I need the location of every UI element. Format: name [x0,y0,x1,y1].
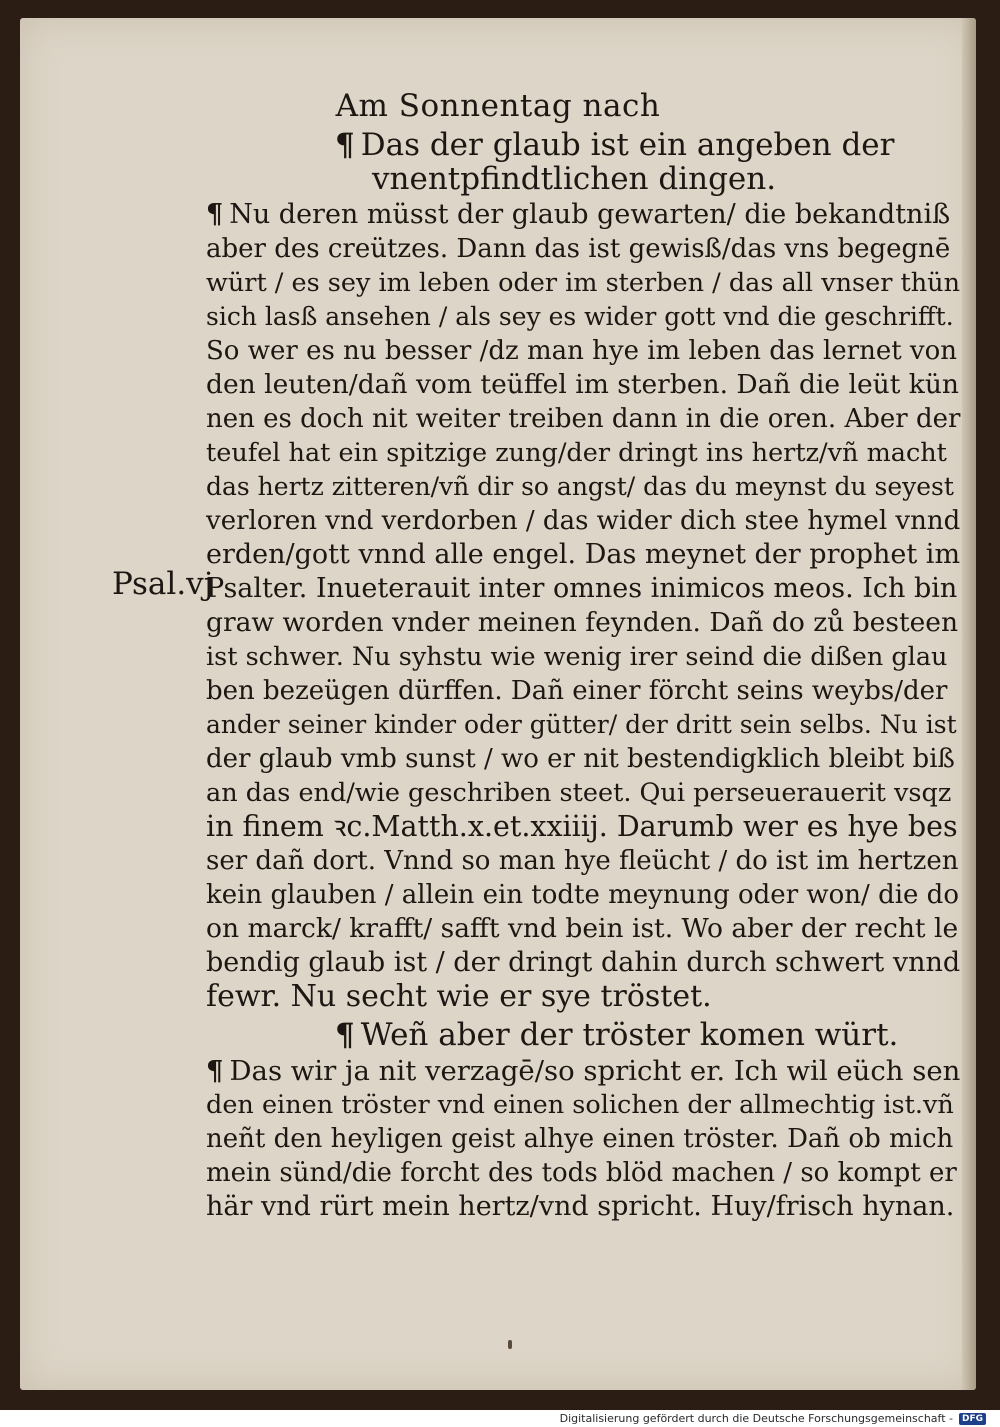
pilcrow-mark: ¶ [335,127,355,163]
body-line-4: sich lasß ansehen / als sey es wider gott vnd die geschrifft. [206,302,954,331]
heading-line-2: vnentpfindtlichen dingen. [372,161,777,197]
body-line-22: on marck/ krafft/ safft vnd bein ist. Wo aber der recht le [206,913,959,944]
body-line-20: ser dañ dort. Vnnd so man hye fleücht / do ist im hertzen [206,846,959,876]
body-line-11: erden/gott vnnd alle engel. Das meynet der prophet im [206,539,961,570]
closing-line-2: den einen tröster vnd einen solichen der allmechtig ist.vñ [206,1090,954,1120]
body-line-7: nen es doch nit weiter treiben dann in die oren. Aber der [206,404,961,434]
subheading-text: Weñ aber der tröster komen würt. [360,1017,899,1053]
heading-line-1 [335,128,894,162]
body-line-8: teufel hat ein spitzige zung/der dringt ins hertz/vñ macht [206,438,947,468]
pilcrow-mark: ¶ [206,199,224,230]
closing-text: Das wir ja nit verzagē/so spricht er. Ich wil eüch sen [229,1055,961,1087]
page-edge [962,18,976,1390]
body-line-24: fewr. Nu secht wie er sye tröstet. [206,979,712,1014]
body-line-16: ander seiner kinder oder gütter/ der dritt sein selbs. Nu ist [206,710,957,739]
dfg-logo-icon: DFG [959,1413,986,1425]
body-line-23: bendig glaub ist / der dringt dahin durch schwert vnnd [206,947,961,978]
body-line-14: ist schwer. Nu syhstu wie wenig irer seind die dißen glau [206,642,948,672]
body-line-19: in finem ꝛc.Matth.x.et.xxiiij. Darumb wer es hye bes [206,810,958,843]
footer-text: Digitalisierung gefördert durch die Deutsche Forschungsgemeinschaft - [559,1412,953,1425]
closing-line-5: här vnd rürt mein hertz/vnd spricht. Huy/frisch hynan. [206,1191,955,1222]
page-header [20,88,976,124]
book-page [20,18,976,1390]
body-line-12: Psalter. Inueterauit inter omnes inimicos meos. Ich bin [206,573,958,604]
closing-line-1 [206,1054,960,1088]
ink-speck [508,1340,512,1349]
body-line-1 [206,198,950,232]
subheading [335,1018,898,1052]
body-line-9: das hertz zitteren/vñ dir so angst/ das du meynst du seyest [206,472,954,501]
body-line-6: den leuten/dañ vom teüffel im sterben. Dañ die leüt kün [206,369,959,400]
closing-line-4: mein sünd/die forcht des tods blöd machen / so kompt er [206,1158,957,1188]
heading-text: Das der glaub ist ein angeben der [360,127,895,163]
body-line-3: würt / es sey im leben oder im sterben / das all vnser thün [206,268,961,298]
margin-note: Psal.vj [112,566,214,602]
pilcrow-mark: ¶ [335,1017,355,1053]
body-line-10: verloren vnd verdorben / das wider dich stee hymel vnnd [206,506,961,536]
closing-line-3: neñt den heyligen geist alhye einen tröster. Dañ ob mich [206,1124,954,1154]
running-title: Am Sonnentag nach [335,88,661,124]
body-line-13: graw worden vnder meinen feynden. Dañ do zů besteen [206,607,959,638]
body-line-17: der glaub vmb sunst / wo er nit bestendigklich bleibt biß [206,744,955,774]
pilcrow-mark: ¶ [206,1055,224,1087]
body-line-15: ben bezeügen dürffen. Dañ einer förcht seins weybs/der [206,676,948,706]
footer-credit [560,1410,986,1427]
body-line-18: an das end/wie geschriben steet. Qui perseuerauerit vsqz [206,778,952,808]
body-line-5: So wer es nu besser /dz man hye im leben das lernet von [206,336,958,366]
body-line-21: kein glauben / allein ein todte meynung oder won/ die do [206,880,959,910]
body-text: Nu deren müsst der glaub gewarten/ die bekandtniß [229,199,951,230]
body-line-2: aber des creützes. Dann das ist gewisß/das vns begegnē [206,234,951,264]
